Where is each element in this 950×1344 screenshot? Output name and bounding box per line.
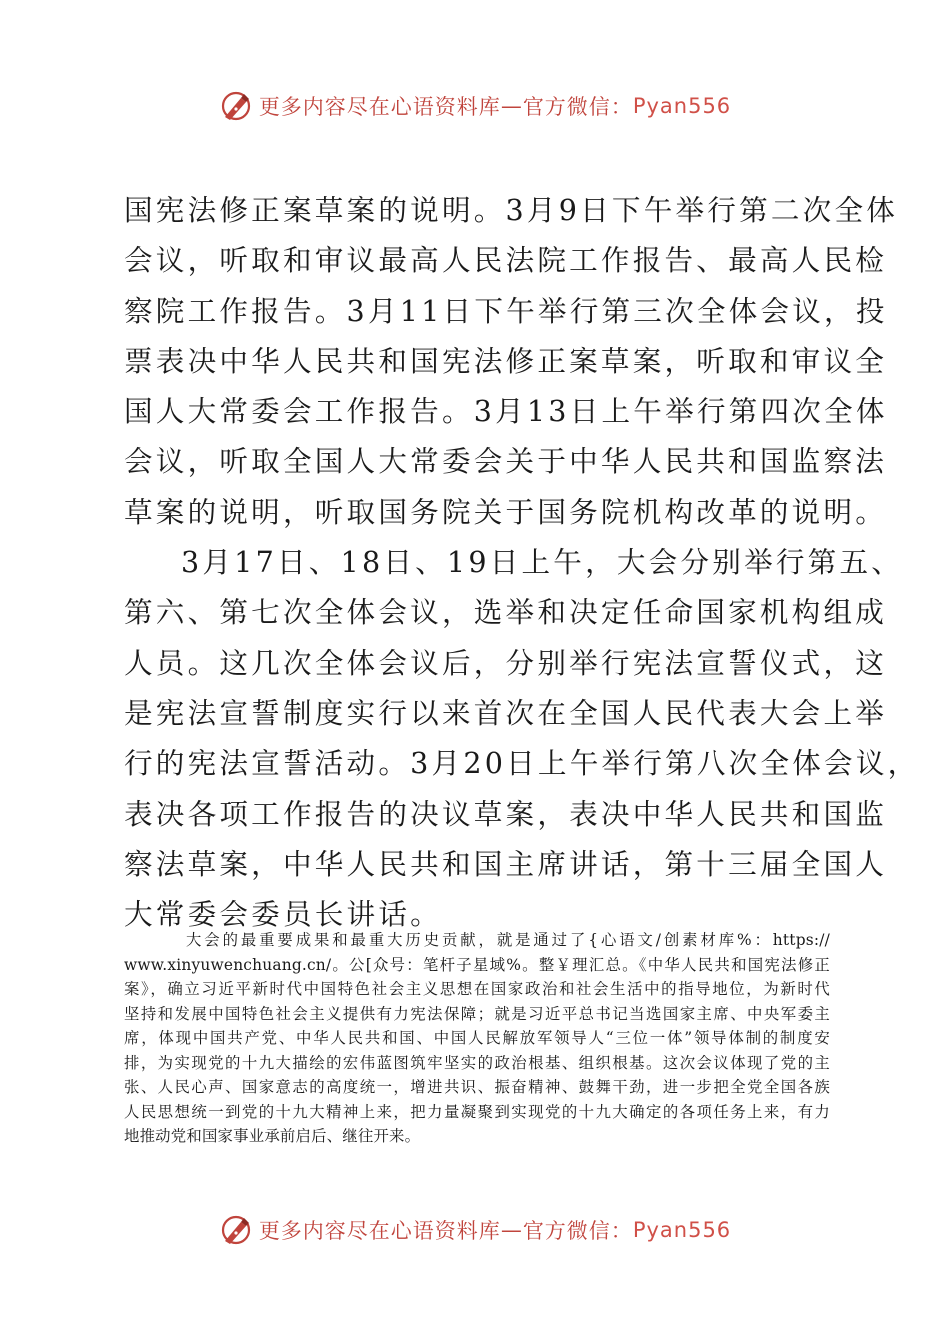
banner-slogan: 更多内容尽在心语资料库 xyxy=(258,95,501,119)
pen-nib-logo-icon xyxy=(219,1213,253,1247)
note-line: 席，体现中国共产党、中华人民共和国、中国人民解放军领导人“三位一体”领导体制的制度安 xyxy=(124,1029,830,1047)
body-line: 国宪法修正案草案的说明。3月9日下午举行第二次全体 xyxy=(124,193,899,227)
header-banner xyxy=(0,84,950,128)
note-line: 地推动党和国家事业承前启后、继往开来。 xyxy=(124,1127,421,1145)
banner-wechat-label: 官方微信： xyxy=(522,1219,633,1243)
body-line: 察法草案，中华人民共和国主席讲话，第十三届全国人 xyxy=(124,846,888,881)
note-line: 排，为实现党的十九大描绘的宏伟蓝图筑牢坚实的政治根基、组织根基。这次会议体现了党的主 xyxy=(124,1053,830,1072)
note-line: 张、人民心声、国家意志的高度统一，增进共识、振奋精神、鼓舞干劲，进一步把全党全国各族 xyxy=(124,1078,830,1096)
body-line: 会议，听取全国人大常委会关于中华人民共和国监察法 xyxy=(124,444,888,479)
note-line: 案》，确立习近平新时代中国特色社会主义思想在国家政治和社会生活中的指导地位，为新时代 xyxy=(124,980,830,998)
banner-wechat-id: Pyan556 xyxy=(632,1218,732,1242)
body-line: 行的宪法宣誓活动。3月20日上午举行第八次全体会议， xyxy=(124,746,920,781)
body-line: 会议，听取和审议最高人民法院工作报告、最高人民检 xyxy=(124,243,888,278)
pen-nib-logo-icon xyxy=(219,89,253,123)
body-paragraph-start: 3月17日、18日、19日上午，大会分别举行第五、 xyxy=(181,545,904,580)
body-line: 察院工作报告。3月11日下午举行第三次全体会议，投 xyxy=(124,293,888,328)
body-line: 是宪法宣誓制度实行以来首次在全国人民代表大会上举 xyxy=(124,695,888,730)
banner-separator: — xyxy=(500,94,523,118)
banner-wechat-label: 官方微信： xyxy=(522,95,633,119)
note-line: 人民思想统一到党的十九大精神上来，把力量凝聚到实现党的十九大确定的各项任务上来，有力 xyxy=(124,1102,830,1121)
main-body-text xyxy=(124,185,920,939)
note-paragraph xyxy=(124,928,830,1149)
body-line: 表决各项工作报告的决议草案，表决中华人民共和国监 xyxy=(124,796,888,831)
note-line: 大会的最重要成果和最重大历史贡献，就是通过了{心语文/创素材库%：https:// xyxy=(186,931,830,949)
banner-separator: — xyxy=(500,1218,523,1242)
footer-banner xyxy=(0,1208,950,1252)
note-line: www.xinyuwenchuang.cn/。公[众号：笔杆子星域%。整￥理汇总。《中华人民共和国宪法修正 xyxy=(124,955,830,974)
body-line: 第六、第七次全体会议，选举和决定任命国家机构组成 xyxy=(124,595,888,630)
body-line: 草案的说明，听取国务院关于国务院机构改革的说明。 xyxy=(124,494,888,529)
body-line: 人员。这几次全体会议后，分别举行宪法宣誓仪式，这 xyxy=(124,645,888,680)
body-line: 票表决中华人民共和国宪法修正案草案，听取和审议全 xyxy=(124,343,888,378)
body-line: 国人大常委会工作报告。3月13日上午举行第四次全体 xyxy=(124,394,888,429)
body-line: 大常委会委员长讲话。 xyxy=(124,897,442,932)
banner-wechat-id: Pyan556 xyxy=(632,94,732,118)
banner-slogan: 更多内容尽在心语资料库 xyxy=(258,1219,501,1243)
note-line: 坚持和发展中国特色社会主义提供有力宪法保障；就是习近平总书记当选国家主席、中央军委主 xyxy=(124,1004,830,1023)
